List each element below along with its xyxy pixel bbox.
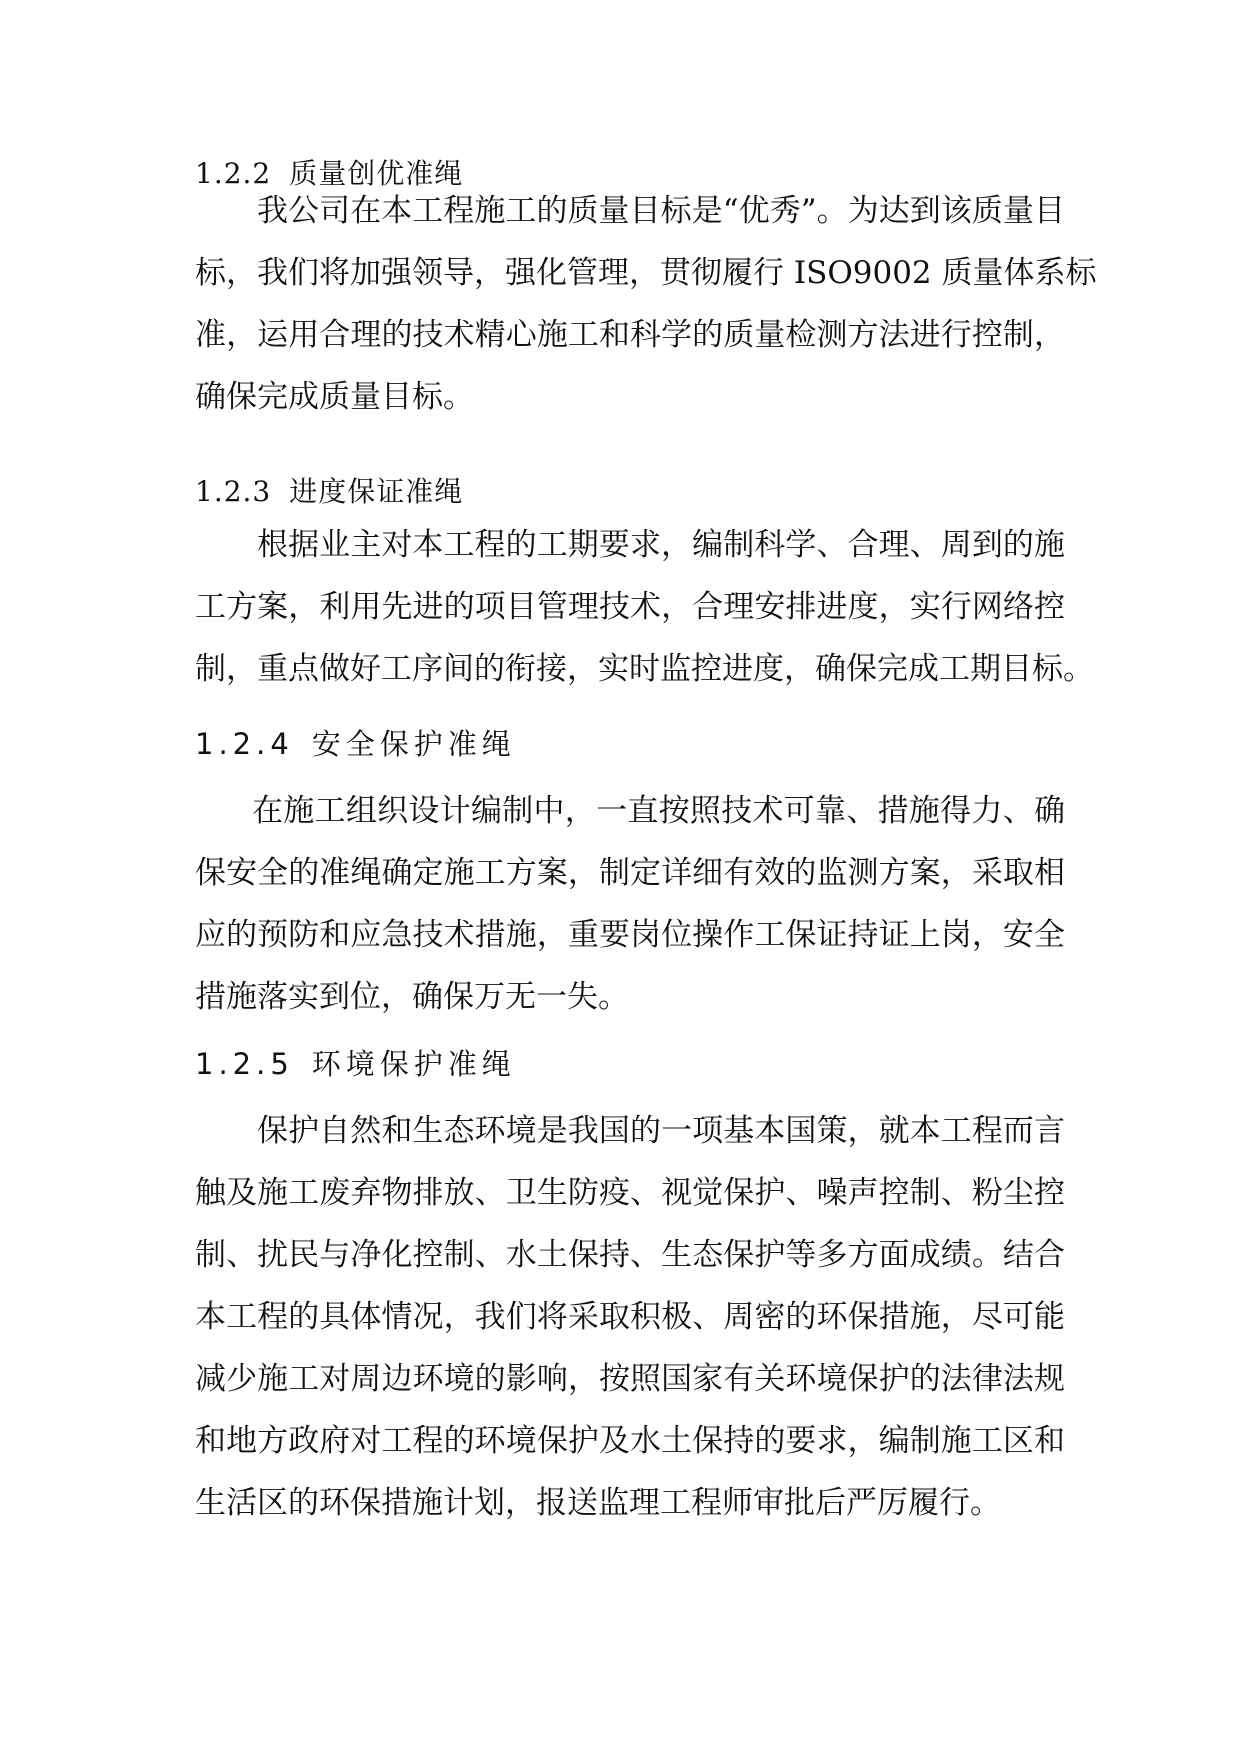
paragraph-line: 保护自然和生态环境是我国的一项基本国策，就本工程而言 [257, 1113, 1065, 1149]
paragraph-line: 根据业主对本工程的工期要求，编制科学、合理、周到的施 [257, 527, 1065, 563]
section-title: 质量创优准绳 [289, 157, 464, 190]
section-number: 1.2.5 [195, 1047, 294, 1081]
paragraph-line: 我公司在本工程施工的质量目标是“优秀”。为达到该质量目 [257, 193, 1065, 229]
section-heading-1-2-3 [195, 470, 463, 510]
section-title: 环境保护准绳 [311, 1047, 516, 1081]
paragraph-line: 确保完成质量目标。 [195, 379, 474, 415]
paragraph-line: 制、扰民与净化控制、水土保持、生态保护等多方面成绩。结合 [195, 1237, 1065, 1273]
paragraph-line: 保安全的准绳确定施工方案，制定详细有效的监测方案，采取相 [195, 855, 1065, 891]
paragraph-line: 应的预防和应急技术措施，重要岗位操作工保证持证上岗，安全 [195, 917, 1065, 953]
section-title: 进度保证准绳 [289, 475, 464, 508]
paragraph-environment [195, 1100, 1065, 1534]
paragraph-line: 触及施工废弃物排放、卫生防疫、视觉保护、噪声控制、粉尘控 [195, 1175, 1065, 1211]
paragraph-safety [195, 780, 1065, 1028]
section-number: 1.2.4 [195, 727, 294, 761]
section-number: 1.2.3 [195, 475, 272, 508]
paragraph-line: 准，运用合理的技术精心施工和科学的质量检测方法进行控制， [195, 317, 1065, 353]
paragraph-line: 和地方政府对工程的环境保护及水土保持的要求，编制施工区和 [195, 1423, 1065, 1459]
paragraph-schedule [195, 514, 1094, 700]
section-number: 1.2.2 [195, 157, 272, 190]
paragraph-line: 生活区的环保措施计划，报送监理工程师审批后严厉履行。 [195, 1485, 1001, 1521]
paragraph-line: 标，我们将加强领导，强化管理，贯彻履行 ISO9002 质量体系标 [195, 255, 1097, 291]
paragraph-line: 工方案，利用先进的项目管理技术，合理安排进度，实行网络控 [195, 589, 1065, 625]
paragraph-quality [195, 180, 1097, 428]
paragraph-line: 在施工组织设计编制中，一直按照技术可靠、措施得力、确 [252, 793, 1065, 829]
paragraph-line: 措施落实到位，确保万无一失。 [195, 979, 629, 1015]
paragraph-line: 本工程的具体情况，我们将采取积极、周密的环保措施，尽可能 [195, 1299, 1065, 1335]
section-heading-1-2-4 [195, 722, 516, 763]
section-title: 安全保护准绳 [311, 727, 516, 761]
paragraph-line: 减少施工对周边环境的影响，按照国家有关环境保护的法律法规 [195, 1361, 1065, 1397]
section-heading-1-2-5 [195, 1042, 516, 1083]
paragraph-line: 制，重点做好工序间的衔接，实时监控进度，确保完成工期目标。 [195, 651, 1094, 687]
